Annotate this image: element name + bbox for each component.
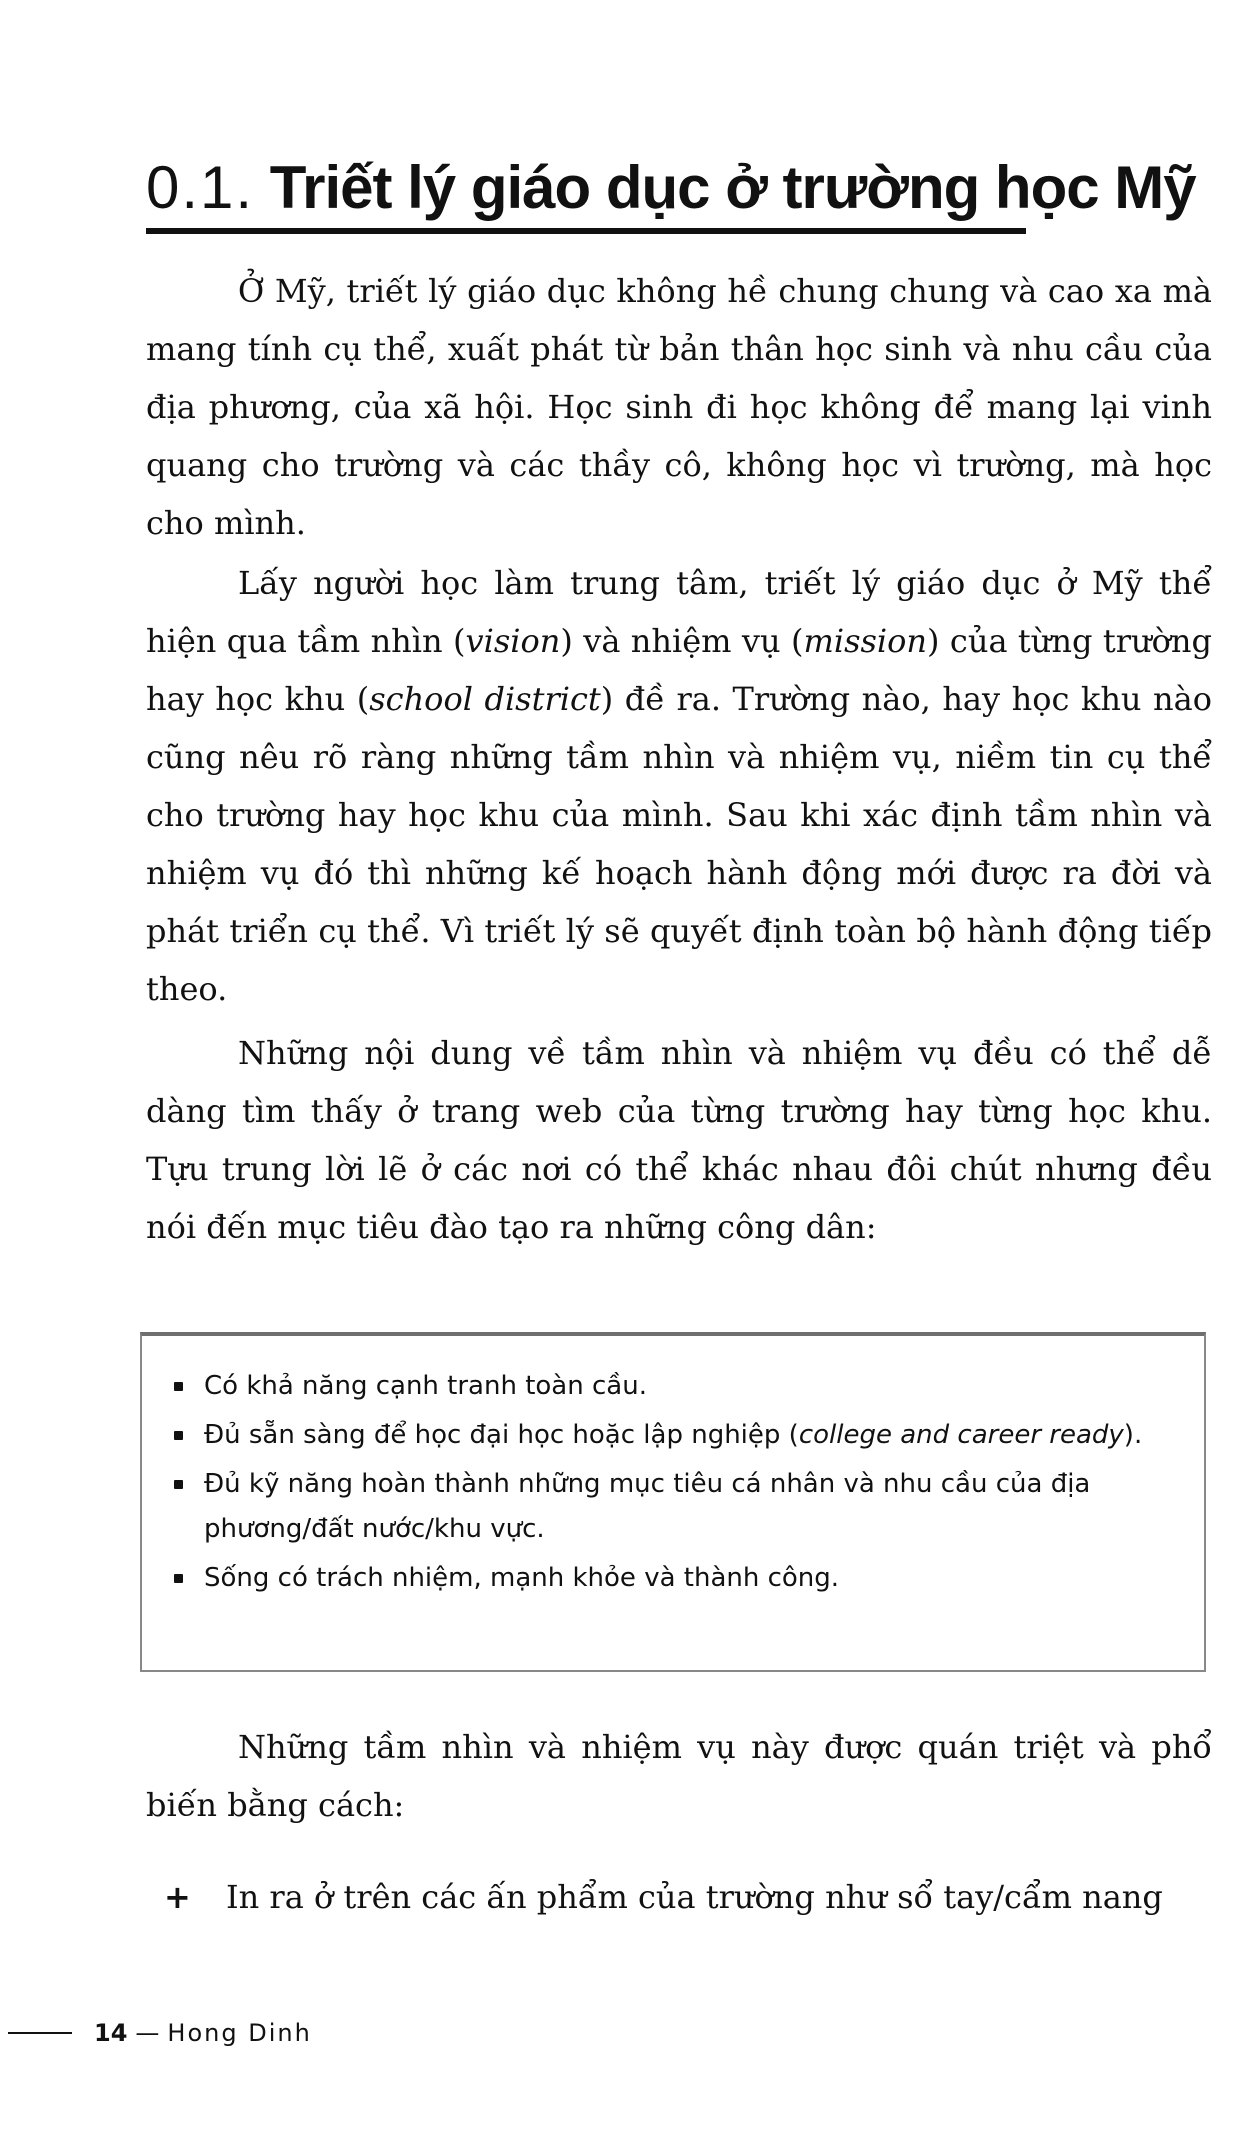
paragraph-2-text-d: ) đề ra. Trường nào, hay học khu nào cũng nêu rõ ràng những tầm nhìn và nhiệm vụ, niềm tin cụ thể cho trường hay học khu của mình. Sau khi xác định tầm nhìn và nhiệm vụ đó thì những kế hoạch hành động mới được ra đời và phát triển cụ thể. Vì triết lý sẽ quyết định toàn bộ hành động tiếp theo. [146, 680, 1213, 1008]
paragraph-2-text-b: ) và nhiệm vụ ( [560, 622, 804, 660]
goals-box [140, 1332, 1206, 1672]
plus-item-text: In ra ở trên các ấn phẩm của trường như sổ tay/cẩm nang [226, 1878, 1163, 1916]
paragraph-2-text-a: Lấy người học làm trung tâm, triết lý giáo dục ở Mỹ thể hiện qua tầm nhìn ( [146, 564, 1212, 660]
goal-1-text: Có khả năng cạnh tranh toàn cầu. [204, 1371, 647, 1401]
paragraph-4: Những tầm nhìn và nhiệm vụ này được quán triệt và phổ biến bằng cách: [146, 1728, 1212, 1824]
section-number: 0.1. [146, 154, 255, 221]
section-title: Triết lý giáo dục ở trường học Mỹ [269, 154, 1196, 221]
list-item [170, 1364, 1164, 1409]
goal-3-text: Đủ kỹ năng hoàn thành những mục tiêu cá nhân và nhu cầu của địa phương/đất nước/khu vực. [204, 1469, 1091, 1544]
list-item [170, 1556, 1164, 1601]
page-footer [8, 2018, 312, 2048]
bullet-icon [174, 1382, 183, 1391]
footer-dash: — [135, 2019, 160, 2047]
paragraph-3: Những nội dung về tầm nhìn và nhiệm vụ đều có thể dễ dàng tìm thấy ở trang web của từng trường hay từng học khu. Tựu trung lời lẽ ở các nơi có thể khác nhau đôi chút nhưng đều nói đến mục tiêu đào tạo ra những công dân: [146, 1034, 1212, 1246]
list-item [170, 1462, 1164, 1552]
term-school-district: school district [369, 680, 601, 718]
goal-4-text: Sống có trách nhiệm, mạnh khỏe và thành công. [204, 1563, 840, 1593]
heading-underline [146, 228, 1026, 234]
goal-2-italic: college and career ready [798, 1420, 1124, 1450]
paragraph-2-text-c: ) của từng trường hay học khu ( [146, 622, 1213, 718]
term-mission: mission [803, 622, 928, 660]
bullet-icon [174, 1574, 183, 1583]
author-name: Hong Dinh [167, 2019, 312, 2047]
plus-icon: + [164, 1878, 191, 1916]
list-item [170, 1413, 1164, 1458]
paragraph-2 [146, 554, 1212, 1018]
section-heading [146, 150, 1196, 226]
goal-2-text-a: Đủ sẵn sàng để học đại học hoặc lập nghiệp ( [204, 1420, 799, 1450]
page-number: 14 [94, 2019, 128, 2047]
bullet-icon [174, 1480, 183, 1489]
footer-rule [8, 2032, 72, 2034]
bullet-icon [174, 1431, 183, 1440]
term-vision: vision [465, 622, 561, 660]
page-title [146, 150, 1196, 226]
goal-2-text-b: ). [1123, 1420, 1143, 1450]
paragraph-1: Ở Mỹ, triết lý giáo dục không hề chung chung và cao xa mà mang tính cụ thể, xuất phát từ bản thân học sinh và nhu cầu của địa phương, của xã hội. Học sinh đi học không để mang lại vinh quang cho trường và các thầy cô, không học vì trường, mà học cho mình. [146, 272, 1212, 542]
plus-list-item [164, 1868, 1214, 1926]
goals-list [142, 1336, 1204, 1601]
